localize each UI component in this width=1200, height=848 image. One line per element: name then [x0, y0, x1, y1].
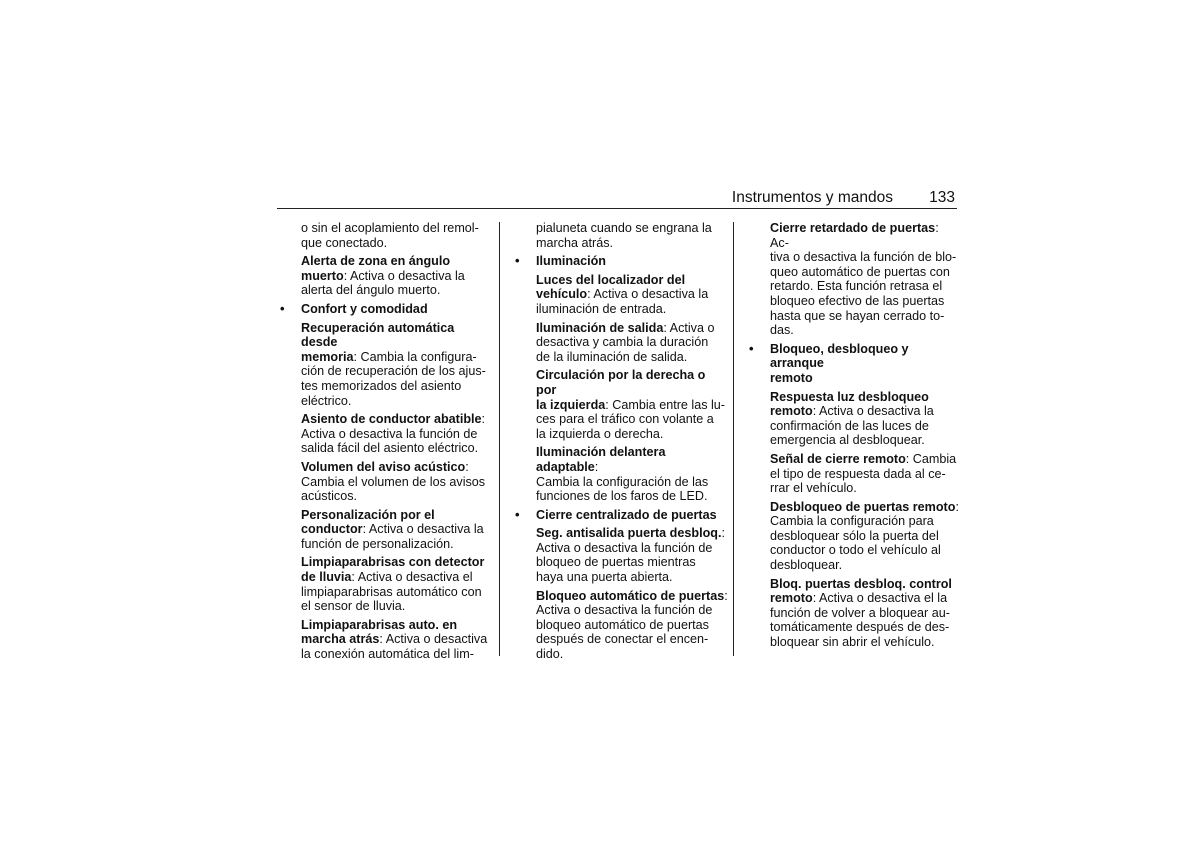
- page-header: [277, 188, 957, 209]
- setting-item: [301, 254, 491, 298]
- setting-term: Cierre retardado de puertas: [770, 221, 936, 235]
- setting-description: : Activa o desactiva la función de salida fácil del asiento eléctrico.: [301, 412, 486, 456]
- setting-item: [770, 221, 960, 338]
- setting-description: : Cambia la configuración de las funciones de los faros de LED.: [536, 459, 709, 504]
- setting-term: Iluminación de salida: [536, 320, 664, 335]
- setting-description: : Activa o desactiva la función de personalización.: [301, 522, 484, 551]
- setting-item: [536, 321, 728, 365]
- setting-term: Limpiaparabrisas auto. en marcha atrás: [301, 617, 458, 647]
- setting-description: : Activa o desactiva el limpiaparabrisas automático con el sensor de lluvia.: [301, 570, 482, 614]
- setting-description: : Cambia el tipo de respuesta dada al ce- rrar el vehículo.: [770, 451, 957, 496]
- column-2: [536, 221, 728, 666]
- paragraph: o sin el acoplamiento del remol- que conectado.: [301, 221, 479, 250]
- setting-description: : Ac- tiva o desactiva la función de blo- queo automático de puertas con retardo. Esta función retrasa el bloqueo efectivo de las puertas hasta que se hayan cerrado to- das.: [770, 221, 957, 338]
- setting-term: Asiento de conductor abatible: [301, 412, 482, 427]
- setting-description: : Activa o desactiva la iluminación de entrada.: [536, 287, 709, 316]
- setting-term: Circulación por la derecha o por la izquierda: [536, 368, 706, 412]
- setting-term: Alerta de zona en ángulo muerto: [301, 254, 451, 283]
- setting-description: : Activa o desactiva la función de bloqueo automático de puertas después de conectar el encen- dido.: [536, 588, 728, 662]
- setting-item: [770, 390, 960, 448]
- setting-description: : Cambia el volumen de los avisos acústicos.: [301, 459, 486, 504]
- setting-term: Recuperación automática desde memoria: [301, 320, 455, 364]
- setting-term: Respuesta luz desbloqueo remoto: [770, 389, 929, 419]
- section-title: Instrumentos y mandos: [731, 189, 893, 206]
- setting-description: : Cambia la configura- ción de recuperación de los ajus- tes memorizados del asiento eléctrico.: [301, 349, 486, 408]
- setting-term: Luces del localizador del vehículo: [536, 272, 686, 302]
- setting-item: [301, 460, 491, 504]
- setting-term: Bloq. puertas desbloq. control remoto: [770, 576, 952, 606]
- setting-description: : Activa o desactiva la alerta del ángulo muerto.: [301, 268, 465, 298]
- setting-term: Iluminación delantera adaptable: [536, 445, 666, 474]
- setting-term: Volumen del aviso acústico: [301, 459, 466, 474]
- setting-item: [301, 508, 491, 552]
- bullet-heading: • Confort y comodidad: [301, 302, 491, 317]
- setting-item: [770, 577, 960, 650]
- setting-description: : Activa o desactiva y cambia la duración de la iluminación de salida.: [536, 320, 715, 364]
- setting-description: : Activa o desactiva el la función de volver a bloquear au- tomáticamente después de des- bloquear sin abrir el vehículo.: [770, 591, 950, 650]
- bullet-heading: • Iluminación: [536, 254, 728, 269]
- setting-item: [536, 526, 728, 584]
- setting-item: [536, 273, 728, 317]
- page-number: 133: [929, 189, 955, 206]
- bullet-heading: • Bloqueo, desbloqueo y arranque remoto: [770, 342, 960, 386]
- setting-description: : Cambia la configuración para desbloquear sólo la puerta del conductor o todo el vehículo al desbloquear.: [770, 499, 959, 573]
- setting-term: Limpiaparabrisas con detector de lluvia: [301, 555, 485, 585]
- column-divider: [499, 222, 500, 656]
- setting-item: [301, 412, 491, 456]
- column-1: [301, 221, 491, 666]
- setting-item: [536, 445, 728, 503]
- setting-item: [301, 321, 491, 409]
- setting-item: [301, 618, 491, 662]
- setting-term: Personalización por el conductor: [301, 507, 435, 537]
- bullet-heading: • Cierre centralizado de puertas: [536, 508, 728, 523]
- setting-description: : Cambia entre las lu- ces para el tráfico con volante a la izquierda o derecha.: [536, 397, 725, 441]
- setting-term: Bloqueo automático de puertas: [536, 588, 725, 603]
- setting-item: [536, 589, 728, 662]
- setting-term: Desbloqueo de puertas remoto: [770, 499, 956, 514]
- setting-description: : Activa o desactiva la función de bloqueo de puertas mientras haya una puerta abierta.: [536, 526, 725, 585]
- setting-term: Señal de cierre remoto: [770, 451, 906, 466]
- setting-item: [770, 500, 960, 573]
- setting-description: : Activa o desactiva la confirmación de las luces de emergencia al desbloquear.: [770, 404, 934, 448]
- column-3: [770, 221, 960, 654]
- setting-item: [770, 452, 960, 496]
- setting-term: Seg. antisalida puerta desbloq.: [536, 526, 722, 541]
- setting-item: [536, 368, 728, 441]
- setting-description: : Activa o desactiva la conexión automática del lim-: [301, 632, 488, 662]
- setting-item: [301, 555, 491, 613]
- paragraph: pialuneta cuando se engrana la marcha atrás.: [536, 221, 712, 250]
- column-divider: [733, 222, 734, 656]
